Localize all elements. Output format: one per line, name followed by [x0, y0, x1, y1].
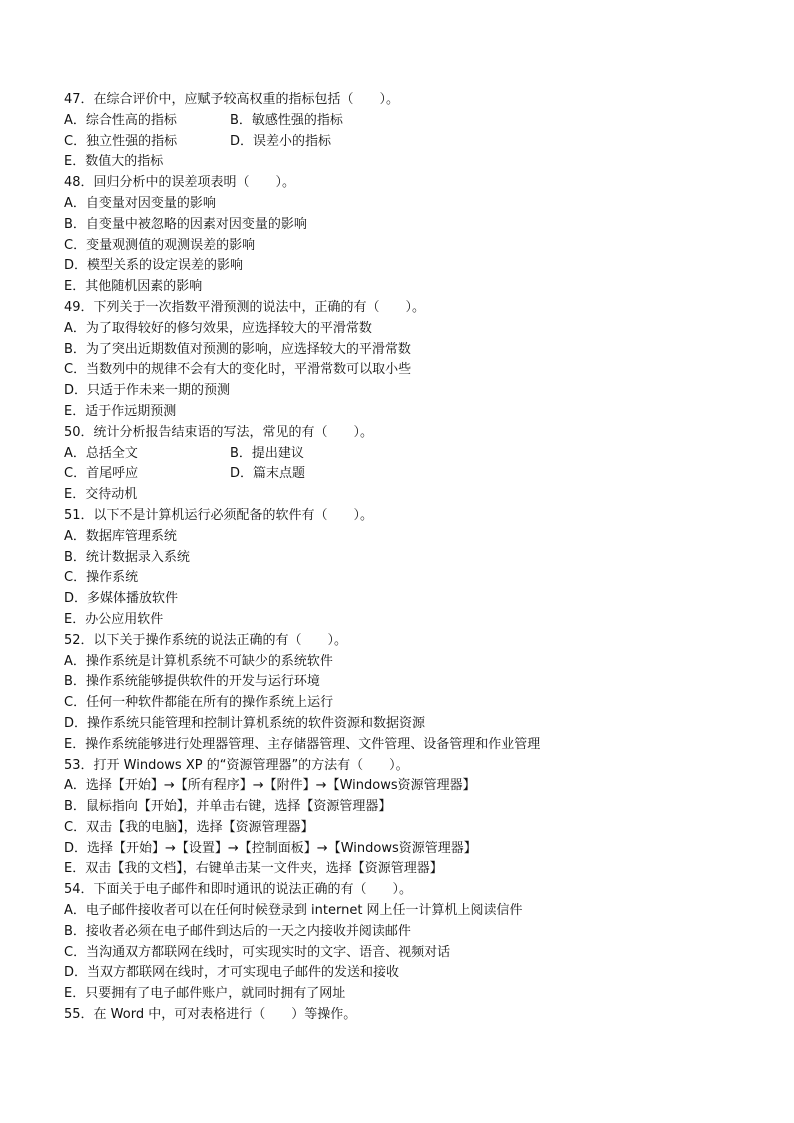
question-55	[64, 1005, 764, 1026]
question-stem: 48．回归分析中的误差项表明（ ）。	[64, 175, 296, 191]
option-c: C．变量观测值的观测误差的影响	[64, 237, 256, 253]
option-d: D．篇末点题	[230, 466, 306, 482]
option-a: A．为了取得较好的修匀效果，应选择较大的平滑常数	[64, 320, 372, 336]
option-a: A．电子邮件接收者可以在任何时候登录到 internet 网上任一计算机上阅读信件	[64, 903, 523, 919]
option-e: E．办公应用软件	[64, 611, 164, 627]
option-b: B．鼠标指向【开始】，并单击右键，选择【资源管理器】	[64, 799, 392, 815]
option-b: B．敏感性强的指标	[230, 112, 343, 128]
option-b: B．统计数据录入系统	[64, 549, 190, 565]
question-stem: 53．打开 Windows XP 的“资源管理器”的方法有（ ）。	[64, 757, 409, 773]
option-a: A．总括全文	[64, 445, 138, 461]
question-50	[64, 423, 764, 506]
option-a: A．自变量对因变量的影响	[64, 195, 216, 211]
option-a: A．数据库管理系统	[64, 528, 177, 544]
option-e: E．交待动机	[64, 487, 138, 503]
option-d: D．误差小的指标	[230, 133, 332, 149]
option-row	[64, 111, 764, 132]
option-c: C．双击【我的电脑】，选择【资源管理器】	[64, 819, 314, 835]
option-row	[64, 444, 764, 465]
option-e: E．其他随机因素的影响	[64, 279, 203, 295]
option-b: B．为了突出近期数值对预测的影响，应选择较大的平滑常数	[64, 341, 411, 357]
question-48	[64, 173, 764, 298]
option-c: C．任何一种软件都能在所有的操作系统上运行	[64, 695, 334, 711]
option-row	[64, 132, 764, 153]
question-52	[64, 631, 764, 756]
option-d: D．只适于作未来一期的预测	[64, 383, 231, 399]
option-d: D．当双方都联网在线时，才可实现电子邮件的发送和接收	[64, 965, 400, 981]
question-51	[64, 506, 764, 631]
option-c: C．独立性强的指标	[64, 133, 178, 149]
question-53	[64, 756, 764, 881]
question-stem: 52．以下关于操作系统的说法正确的有（ ）。	[64, 632, 348, 648]
question-49	[64, 298, 764, 423]
option-d: D．选择【开始】→【设置】→【控制面板】→【Windows资源管理器】	[64, 840, 477, 856]
option-e: E．适于作远期预测	[64, 403, 177, 419]
option-b: B．接收者必须在电子邮件到达后的一天之内接收并阅读邮件	[64, 923, 411, 939]
question-stem: 50．统计分析报告结束语的写法，常见的有（ ）。	[64, 424, 374, 440]
option-c: C．当数列中的规律不会有大的变化时，平滑常数可以取小些	[64, 362, 412, 378]
option-c: C．首尾呼应	[64, 466, 139, 482]
option-d: D．操作系统只能管理和控制计算机系统的软件资源和数据资源	[64, 715, 426, 731]
option-c: C．操作系统	[64, 570, 139, 586]
question-stem: 54．下面关于电子邮件和即时通讯的说法正确的有（ ）。	[64, 882, 413, 898]
option-d: D．多媒体播放软件	[64, 591, 179, 607]
option-a: A．选择【开始】→【所有程序】→【附件】→【Windows资源管理器】	[64, 778, 476, 794]
option-a: A．综合性高的指标	[64, 112, 177, 128]
question-stem: 47．在综合评价中，应赋予较高权重的指标包括（ ）。	[64, 92, 400, 107]
document-page	[64, 90, 764, 1026]
option-e: E．双击【我的文档】，右键单击某一文件夹，选择【资源管理器】	[64, 861, 443, 877]
option-d: D．模型关系的设定误差的影响	[64, 258, 244, 274]
option-a: A．操作系统是计算机系统不可缺少的系统软件	[64, 653, 333, 669]
question-stem: 49．下列关于一次指数平滑预测的说法中，正确的有（ ）。	[64, 299, 426, 315]
question-47	[64, 90, 764, 173]
option-e: E．数值大的指标	[64, 154, 164, 170]
option-e: E．操作系统能够进行处理器管理、主存储器管理、文件管理、设备管理和作业管理	[64, 736, 541, 752]
question-54	[64, 880, 764, 1005]
option-e: E．只要拥有了电子邮件账户，就同时拥有了网址	[64, 986, 346, 1002]
option-c: C．当沟通双方都联网在线时，可实现实时的文字、语音、视频对话	[64, 944, 451, 960]
question-stem: 51．以下不是计算机运行必须配备的软件有（ ）。	[64, 507, 374, 523]
option-b: B．自变量中被忽略的因素对因变量的影响	[64, 216, 307, 232]
option-b: B．提出建议	[230, 445, 304, 461]
option-row	[64, 464, 764, 485]
option-b: B．操作系统能够提供软件的开发与运行环境	[64, 674, 320, 690]
question-stem: 55．在 Word 中，可对表格进行（ ）等操作。	[64, 1007, 357, 1023]
